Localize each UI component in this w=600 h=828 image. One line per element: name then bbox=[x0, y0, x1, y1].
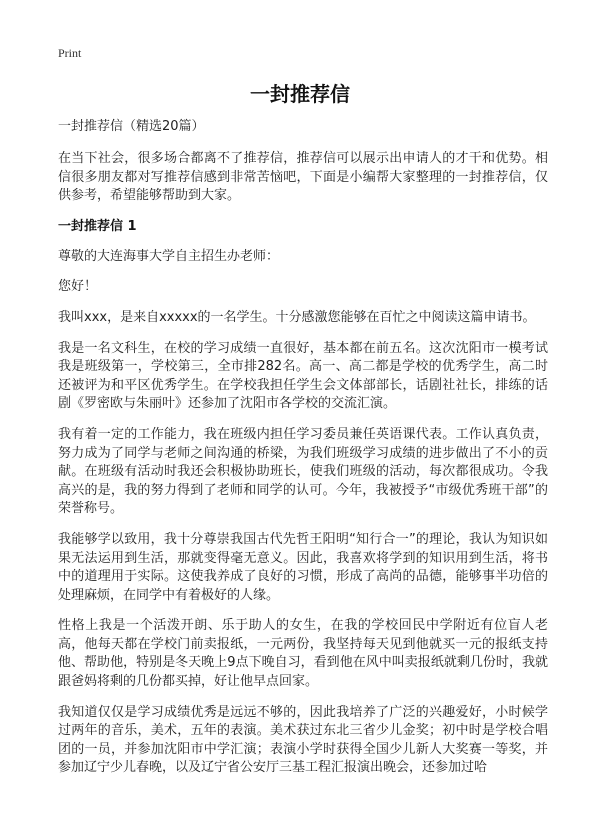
body-paragraph: 我知道仅仅是学习成绩优秀是远远不够的，因此我培养了广泛的兴趣爱好，小时候学过两年的音乐，美术，五年的表演。美术获过东北三省少儿金奖；初中时是学校合唱团的一员，并参加沈阳市中学汇演；表演小学时获得全国少儿新人大奖赛一等奖，并参加辽宁少儿春晚，以及辽宁省公安厅三基工程汇报演出晚会，还参加过哈 bbox=[58, 704, 548, 776]
page-title: 一封推荐信 bbox=[250, 82, 350, 106]
body-paragraph: 我能够学以致用，我十分尊崇我国古代先哲王阳明“知行合一”的理论，我认为知识如果无法运用到生活，那就变得毫无意义。因此，我喜欢将学到的知识用到生活，将书中的道理用于实际。这使我养成了良好的习惯，形成了高尚的品德，能够事半功倍的处理麻烦，在同学中有着极好的人缘。 bbox=[58, 531, 548, 603]
article-subtitle: 一封推荐信（精选20篇） bbox=[58, 119, 205, 134]
article-body bbox=[58, 118, 548, 790]
body-paragraph: 性格上我是一个活泼开朗、乐于助人的女生，在我的学校回民中学附近有位盲人老高，他每天都在学校门前卖报纸，一元两份，我坚持每天见到他就买一元的报纸支持他、帮助他，特别是冬天晚上9点下晚自习，看到他在风中叫卖报纸就剩几份时，我就跟爸妈将剩的几份都买掉，好让他早点回家。 bbox=[58, 618, 548, 690]
body-paragraph: 我有着一定的工作能力，我在班级内担任学习委员兼任英语课代表。工作认真负责，努力成为了同学与老师之间沟通的桥梁，为我们班级学习成绩的进步做出了不小的贡献。在班级有活动时我还会积极协助班长，使我们班级的活动，每次都很成功。令我高兴的是，我的努力得到了老师和同学的认可。今年，我被授予“市级优秀班干部”的荣誉称号。 bbox=[58, 426, 548, 517]
section-heading: 一封推荐信 1 bbox=[58, 218, 137, 234]
greeting: 您好！ bbox=[58, 279, 98, 295]
print-link[interactable]: Print bbox=[58, 46, 82, 60]
intro-paragraph: 在当下社会，很多场合都离不了推荐信，推荐信可以展示出申请人的才干和优势。相信很多朋友都对写推荐信感到非常苦恼吧，下面是小编帮大家整理的一封推荐信，仅供参考，希望能够帮助到大家。 bbox=[58, 151, 548, 204]
body-paragraph: 我叫xxx，是来自xxxxx的一名学生。十分感激您能够在百忙之中阅读这篇申请书。 bbox=[58, 309, 536, 325]
salutation: 尊敬的大连海事大学自主招生办老师： bbox=[58, 248, 280, 264]
body-paragraph: 我是一名文科生，在校的学习成绩一直很好，基本都在前五名。这次沈阳市一模考试我是班级第一，学校第三，全市排282名。高一、高二都是学校的优秀学生，高二时还被评为和平区优秀学生。在学校我担任学生会文体部部长，话剧社社长，排练的话剧《罗密欧与朱丽叶》还参加了沈阳市各学校的交流汇演。 bbox=[58, 340, 548, 412]
